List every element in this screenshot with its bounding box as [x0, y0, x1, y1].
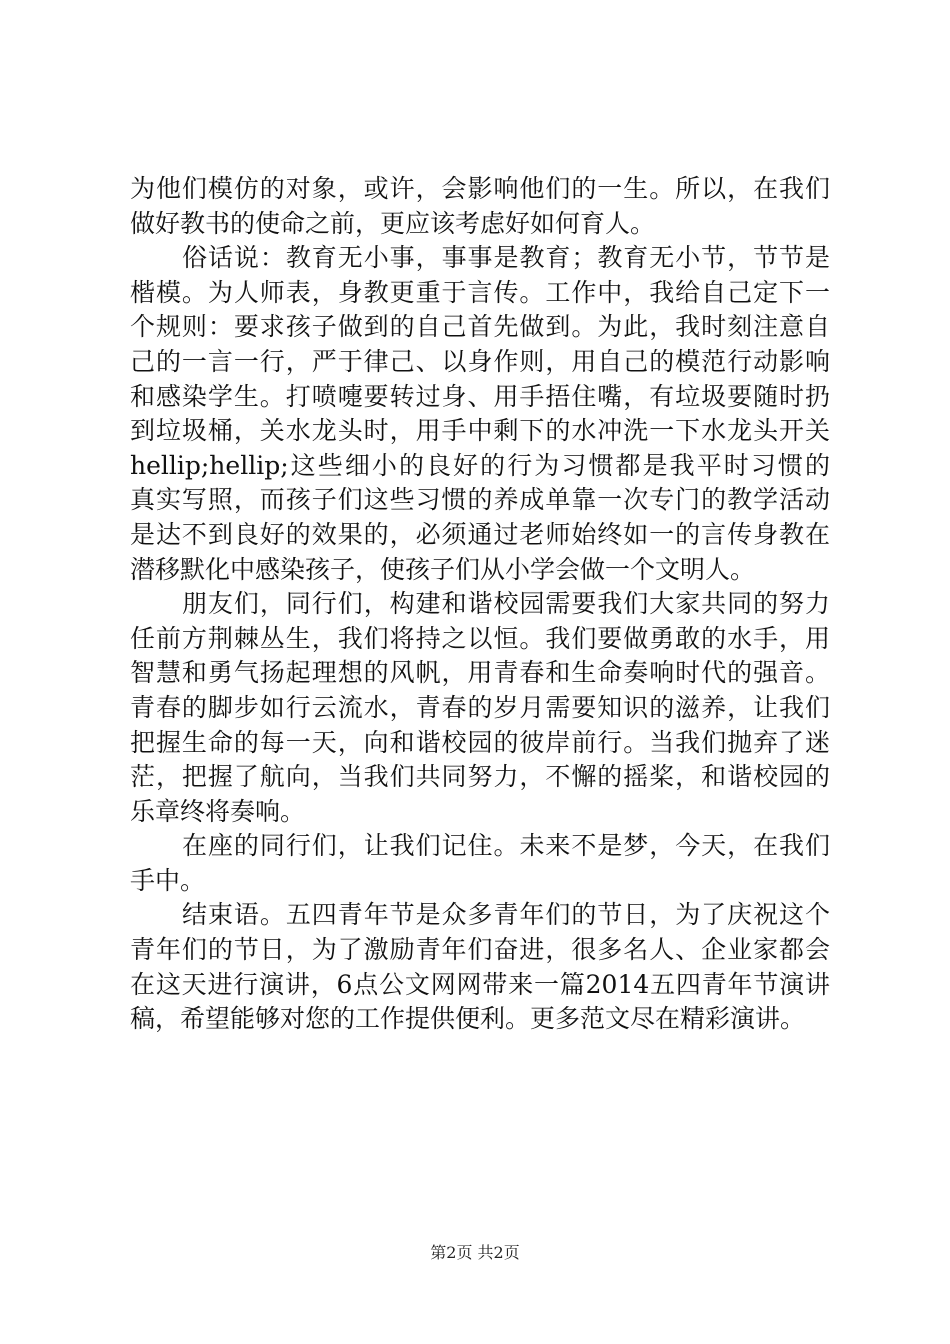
text-line: 任前方荆棘丛生，我们将持之以恒。我们要做勇敢的水手，用	[130, 623, 830, 653]
paragraph	[130, 241, 830, 587]
text-line: 个规则：要求孩子做到的自己首先做到。为此，我时刻注意自	[130, 312, 830, 342]
text-line: 智慧和勇气扬起理想的风帆，用青春和生命奏响时代的强音。	[130, 658, 830, 688]
document-body	[130, 172, 830, 1037]
text-line: 稿，希望能够对您的工作提供便利。更多范文尽在精彩演讲。	[130, 1004, 806, 1034]
text-line: 和感染学生。打喷嚏要转过身、用手捂住嘴，有垃圾要随时扔	[130, 381, 830, 411]
text-line: 真实写照，而孩子们这些习惯的养成单靠一次专门的教学活动	[130, 485, 830, 515]
paragraph	[130, 172, 830, 241]
text-line: 茫，把握了航向，当我们共同努力，不懈的摇桨，和谐校园的	[130, 762, 830, 792]
text-line: 为他们模仿的对象，或许，会影响他们的一生。所以，在我们	[130, 174, 830, 203]
text-line: 手中。	[130, 865, 206, 895]
text-line: 己的一言一行，严于律己、以身作则，用自己的模范行动影响	[130, 346, 830, 376]
text-line: 俗话说：教育无小事，事事是教育；教育无小节，节节是	[182, 243, 830, 273]
text-line: 在座的同行们，让我们记住。未来不是梦，今天，在我们	[182, 831, 830, 861]
paragraph	[130, 587, 830, 829]
text-line: 青春的脚步如行云流水，青春的岁月需要知识的滋养，让我们	[130, 692, 830, 722]
paragraph	[130, 829, 830, 898]
text-line: 做好教书的使命之前，更应该考虑好如何育人。	[130, 208, 656, 238]
text-line: 到垃圾桶，关水龙头时，用手中剩下的水冲洗一下水龙头开关	[130, 416, 830, 446]
text-line: 朋友们，同行们，构建和谐校园需要我们大家共同的努力	[182, 589, 830, 619]
text-line: hellip;hellip;这些细小的良好的行为习惯都是我平时习惯的	[130, 450, 830, 480]
text-line: 在这天进行演讲，6点公文网网带来一篇2014五四青年节演讲	[130, 969, 830, 999]
text-line: 是达不到良好的效果的，必须通过老师始终如一的言传身教在	[130, 519, 830, 549]
text-line: 结束语。五四青年节是众多青年们的节日，为了庆祝这个	[182, 900, 830, 930]
text-line: 潜移默化中感染孩子，使孩子们从小学会做一个文明人。	[130, 554, 756, 584]
page-number: 第2页 共2页	[430, 1243, 520, 1262]
text-line: 把握生命的每一天，向和谐校园的彼岸前行。当我们抛弃了迷	[130, 727, 830, 757]
text-line: 青年们的节日，为了激励青年们奋进，很多名人、企业家都会	[130, 935, 830, 965]
text-line: 楷模。为人师表，身教更重于言传。工作中，我给自己定下一	[130, 277, 830, 307]
text-line: 乐章终将奏响。	[130, 796, 306, 826]
paragraph	[130, 898, 830, 1036]
